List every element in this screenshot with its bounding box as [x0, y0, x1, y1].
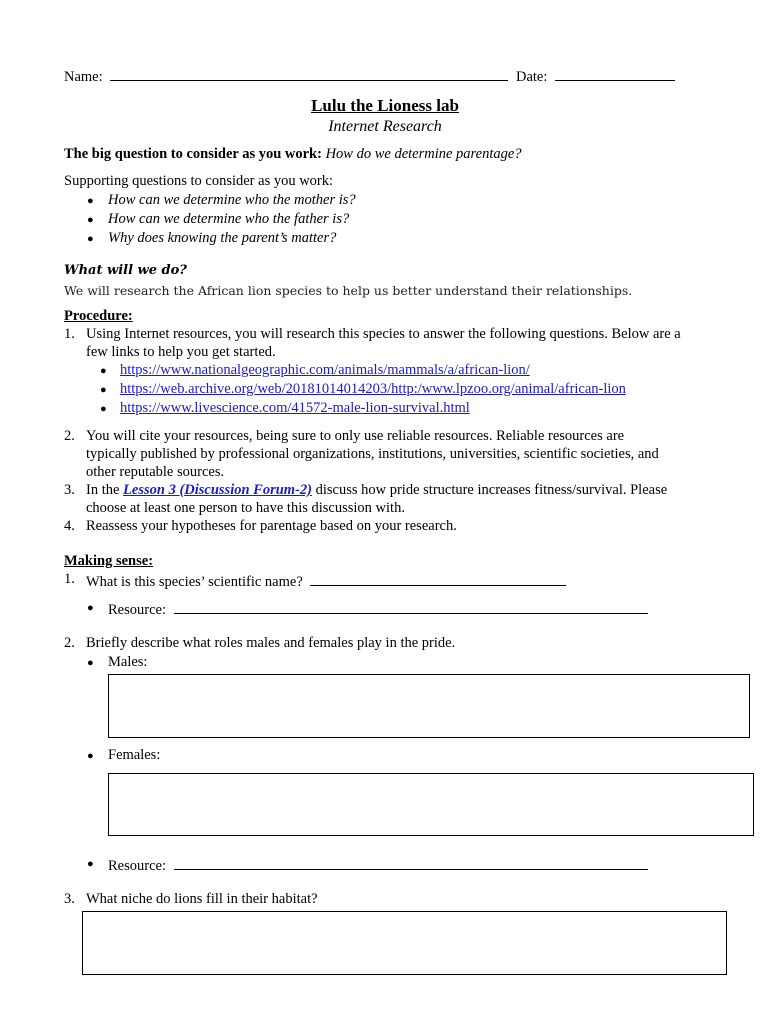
procedure-step-2-cont: other reputable sources.	[86, 464, 225, 480]
name-label: Name:	[64, 69, 103, 85]
step-3-rest: discuss how pride structure increases fitness/survival. Please	[315, 482, 668, 498]
procedure-heading: Procedure:	[64, 308, 133, 324]
procedure-step-1: Using Internet resources, you will research this species to answer the following questions. Below are a	[86, 326, 681, 342]
what-text: We will research the African lion species to help us better understand their relationships.	[64, 283, 633, 298]
procedure-step-3-cont: choose at least one person to have this discussion with.	[86, 500, 405, 516]
females-answer-box[interactable]	[108, 773, 754, 836]
procedure-step-3	[86, 482, 667, 499]
procedure-step-4: Reassess your hypotheses for parentage based on your research.	[86, 518, 457, 534]
step-number: 4.	[64, 518, 75, 534]
step-number: 1.	[64, 571, 75, 587]
date-field[interactable]	[555, 66, 675, 81]
resource-field-2[interactable]	[174, 855, 648, 870]
procedure-step-1-cont: few links to help you get started.	[86, 344, 276, 360]
link-lpzoo-archive[interactable]: https://web.archive.org/web/20181014014203/http:/www.lpzoo.org/animal/african-lion	[120, 381, 626, 397]
bullet-icon: ●	[87, 602, 94, 614]
bullet-icon: ●	[87, 233, 94, 245]
resource-label: Resource:	[108, 602, 166, 618]
supporting-item: How can we determine who the mother is?	[108, 192, 356, 208]
bullet-icon: ●	[100, 403, 107, 415]
step-number: 2.	[64, 635, 75, 651]
name-field[interactable]	[110, 66, 508, 81]
step-number: 1.	[64, 326, 75, 342]
niche-answer-box[interactable]	[82, 911, 727, 975]
bullet-icon: ●	[87, 657, 94, 669]
page-title: Lulu the Lioness lab	[311, 96, 459, 115]
scientific-name-field[interactable]	[310, 571, 566, 586]
supporting-intro: Supporting questions to consider as you work:	[64, 173, 334, 189]
males-answer-box[interactable]	[108, 674, 750, 738]
step-number: 3.	[64, 482, 75, 498]
bullet-icon: ●	[87, 214, 94, 226]
bullet-icon: ●	[100, 365, 107, 377]
resource-row-2	[108, 855, 648, 875]
step-number: 3.	[64, 891, 75, 907]
resource-label: Resource:	[108, 858, 166, 874]
question-3: What niche do lions fill in their habitat?	[86, 891, 318, 907]
bullet-icon: ●	[87, 858, 94, 870]
supporting-item: Why does knowing the parent’s matter?	[108, 230, 337, 246]
link-livescience[interactable]: https://www.livescience.com/41572-male-lion-survival.html	[120, 400, 470, 416]
lesson-3-discussion-link[interactable]: Lesson 3 (Discussion Forum-2)	[123, 482, 312, 498]
females-label: Females:	[108, 747, 161, 763]
procedure-step-2-cont: typically published by professional organizations, institutions, universities, scientific societies, and	[86, 446, 659, 462]
big-question-text: How do we determine parentage?	[325, 146, 522, 162]
question-2: Briefly describe what roles males and females play in the pride.	[86, 635, 456, 651]
question-1	[86, 571, 566, 591]
procedure-step-2: You will cite your resources, being sure to only use reliable resources. Reliable resources are	[86, 428, 625, 444]
step-3-prefix: In the	[86, 482, 120, 498]
supporting-item: How can we determine who the father is?	[108, 211, 350, 227]
males-label: Males:	[108, 654, 148, 670]
what-heading: What will we do?	[64, 263, 187, 278]
resource-field-1[interactable]	[174, 599, 648, 614]
resource-row-1	[108, 599, 648, 619]
bullet-icon: ●	[87, 195, 94, 207]
page-subtitle: Internet Research	[328, 118, 442, 135]
big-question	[64, 146, 522, 163]
date-label: Date:	[516, 69, 548, 85]
name-row	[64, 66, 508, 86]
making-sense-heading: Making sense:	[64, 553, 154, 569]
step-number: 2.	[64, 428, 75, 444]
question-1-text: What is this species’ scientific name?	[86, 574, 303, 590]
date-row	[516, 66, 675, 86]
bullet-icon: ●	[87, 750, 94, 762]
big-question-label: The big question to consider as you work:	[64, 146, 322, 162]
bullet-icon: ●	[100, 384, 107, 396]
link-national-geographic[interactable]: https://www.nationalgeographic.com/animals/mammals/a/african-lion/	[120, 362, 530, 378]
